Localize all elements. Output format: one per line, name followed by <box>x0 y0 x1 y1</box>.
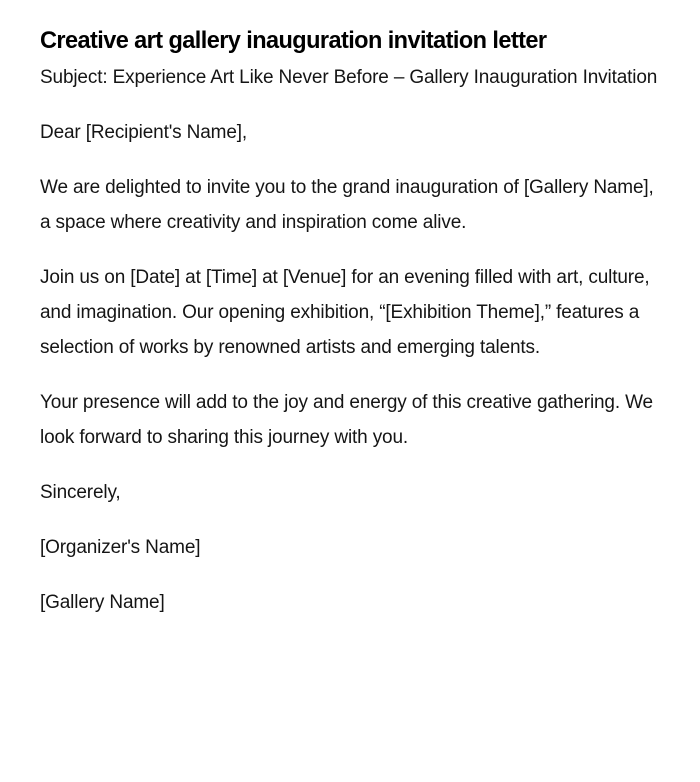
signature-name: [Organizer's Name] <box>40 537 201 558</box>
letter-paragraph-invitation: We are delighted to invite you to the grand inauguration of [Gallery Name], a space where creativity and inspiration come alive. <box>40 177 654 233</box>
letter-paragraph-event-details: Join us on [Date] at [Time] at [Venue] for an evening filled with art, culture, and imagination. Our opening exhibition, “[Exhibition Theme],” features a selection of works by renowned artists and emerging talents. <box>40 267 650 358</box>
letter-salutation: Dear [Recipient's Name], <box>40 122 247 143</box>
document-title: Creative art gallery inauguration invitation letter <box>40 27 547 54</box>
letter-closing: Sincerely, <box>40 482 121 503</box>
signature-organization: [Gallery Name] <box>40 592 165 613</box>
letter-paragraph-closing-remarks: Your presence will add to the joy and energy of this creative gathering. We look forward to sharing this journey with you. <box>40 392 653 448</box>
letter-subject: Subject: Experience Art Like Never Before – Gallery Inauguration Invitation <box>40 67 658 88</box>
